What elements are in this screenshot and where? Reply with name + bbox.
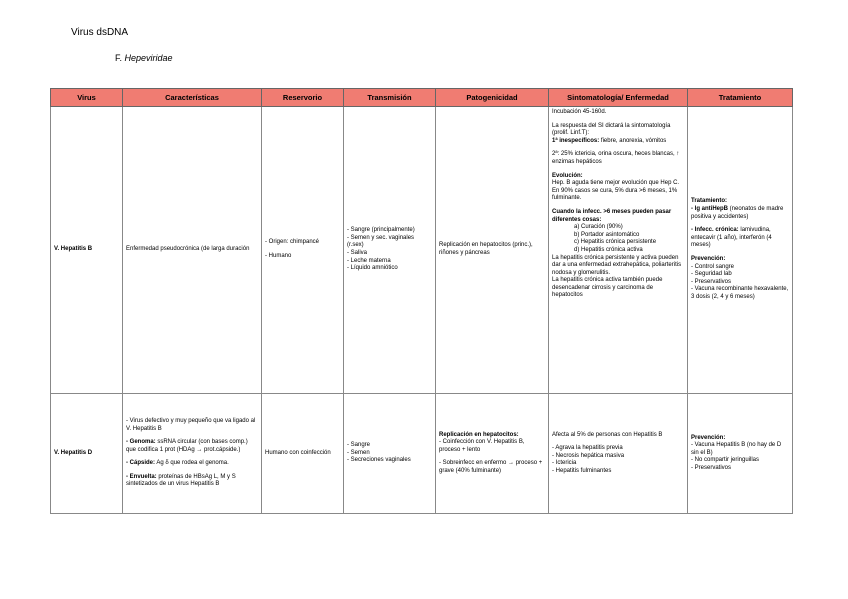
ig-note: (neonatos de madre positiva y accidentes) [691, 206, 784, 220]
prevencion-label: Prevención: [691, 434, 726, 441]
virus-table [50, 88, 793, 514]
tratamiento-cell [688, 394, 793, 514]
sintoma-item: - Hepatitis fulminantes [552, 467, 612, 474]
prevencion-item: - Seguridad lab [691, 271, 732, 278]
table-row-hepatitis-d [51, 394, 793, 514]
capside-text [126, 460, 258, 468]
transmision-line: - Semen [347, 449, 370, 456]
tratamiento-label: Tratamiento: [691, 198, 728, 205]
transmision-line: - Leche materna [347, 257, 391, 264]
prevencion-item: - No compartir jeringuillas [691, 457, 760, 464]
fase1-label: 1ª inespecíficos: [552, 137, 600, 144]
sintoma-item: - Ictericia [552, 460, 577, 467]
prevencion-item: - Vacuna Hepatitis B (no hay de D sin el B) [691, 442, 782, 456]
section-heading [115, 53, 173, 63]
patogenicidad-cell [436, 394, 549, 514]
transmision-line: - Sangre (principalmente) [347, 227, 415, 234]
persistente-text: La hepatitis crónica persistente y activa pueden dar a una enfermedad extrahepática, poliarteritis nodosa y glomerulitis. [552, 254, 682, 276]
patogenicidad-cell: Replicación en hepatocitos (princ.), riñones y páncreas [436, 107, 549, 394]
prevencion-item: - Control sangre [691, 263, 735, 270]
sintoma-item: - Necrosis hepática masiva [552, 452, 625, 459]
capside-body: Ag δ que rodea el genoma. [156, 460, 229, 467]
cronica-label: Cuando la infecc. >6 meses pueden pasar diferentes cosas: [552, 208, 672, 223]
capside-label: - Cápside: [126, 460, 156, 467]
outcome-item: c) Hepatitis crónica persistente [574, 239, 657, 246]
fase1-body: fiebre, anorexia, vómitos [600, 137, 667, 144]
transmision-cell [344, 107, 436, 394]
genoma-text [126, 439, 258, 454]
virus-name-cell: V. Hepatitis D [51, 394, 123, 514]
caracteristicas-cell [123, 394, 262, 514]
fase1-text [552, 138, 684, 146]
document-title: Virus dsDNA [71, 27, 129, 38]
reservorio-line: - Humano [265, 253, 292, 259]
caracteristicas-cell: Enfermedad pseudocrónica (de larga duración [123, 107, 262, 394]
transmision-line: - Líquido amniótico [347, 265, 398, 272]
header-row [51, 89, 793, 107]
outcome-item: a) Curación (90%) [574, 224, 623, 231]
fase2-text: 2ª: 25% ictericia, orina oscura, heces blancas, ↑ enzimas hepáticos [552, 151, 680, 165]
patogenicidad-label: Replicación en hepatocitos: [439, 431, 519, 438]
outcome-item: b) Portador asintomático [574, 231, 640, 238]
cronica-tratamiento-label: - Infecc. crónica: [691, 227, 739, 234]
sintomatologia-cell [549, 394, 688, 514]
genoma-body: ssRNA circular (con bases comp.) que codifica 1 prot (HDAg → prot.cápside.) [126, 439, 248, 453]
header-reservorio: Reservorio [262, 89, 344, 107]
ig-label: - Ig antiHepB [691, 206, 728, 213]
virus-name-cell: V. Hepatitis B [51, 107, 123, 394]
reservorio-cell [262, 107, 344, 394]
header-caracteristicas: Características [123, 89, 262, 107]
prevencion-item: - Preservativos [691, 464, 732, 471]
tratamiento-cell [688, 107, 793, 394]
prevencion-item: - Vacuna recombinante hexavalente, 3 dosis (2, 4 y 6 meses) [691, 286, 789, 300]
genoma-label: - Genoma: [126, 439, 156, 446]
cronica-tratamiento-text [691, 227, 789, 250]
section-letter: F. [115, 53, 123, 63]
reservorio-line: - Origen: chimpancé [265, 239, 320, 246]
afecta-text: Afecta al 5% de personas con Hepatitis B [552, 431, 663, 438]
evolucion-label: Evolución: [552, 172, 583, 179]
ig-text [691, 206, 789, 221]
respuesta-text: La respuesta del SI dictará la sintomatología (prolif. Linf.T): [552, 122, 671, 137]
transmision-line: - Saliva [347, 250, 368, 256]
prevencion-label: Prevención: [691, 256, 726, 262]
transmision-line: - Sangre [347, 442, 371, 449]
outcome-item: d) Hepatitis crónica activa [574, 246, 643, 253]
envuelta-body: proteínas de HBsAg L, M y S sintetizados de un virus Hepatitis B [126, 473, 236, 488]
table-row-hepatitis-b [51, 107, 793, 394]
evolucion-text: Hep. B aguda tiene mejor evolución que Hep C. En 90% casos se cura, 5% dura >6 meses, 1% fulminante. [552, 180, 680, 202]
header-tratamiento: Tratamiento [688, 89, 793, 107]
envuelta-text [126, 474, 258, 489]
header-patogenicidad: Patogenicidad [436, 89, 549, 107]
header-sintomatologia: Sintomatología/ Enfermedad [549, 89, 688, 107]
patogenicidad-line: - Coinfección con V. Hepatitis B, proceso + lento [439, 439, 525, 453]
transmision-cell [344, 394, 436, 514]
header-transmision: Transmisión [344, 89, 436, 107]
sintomatologia-cell [549, 107, 688, 394]
cronica-tratamiento-body: lamivudina, entecavir (1 año), interferón (4 meses) [691, 227, 772, 249]
incubacion-text: Incubación 45-160d. [552, 109, 607, 115]
envuelta-label: - Envuelta: [126, 473, 157, 480]
caracteristicas-line: - Virus defectivo y muy pequeño que va ligado al V. Hepatitis B [126, 417, 256, 432]
activa-text: La hepatitis crónica activa también puede desencadenar cirrosis y carcinoma de hepatocitos [552, 277, 663, 299]
header-virus: Virus [51, 89, 123, 107]
prevencion-item: - Preservativos [691, 278, 732, 285]
patogenicidad-line: - Sobreinfecc en enfermo → proceso + grave (40% fulminante) [439, 460, 543, 474]
transmision-line: - Semen y sec. vaginales (r.sex) [347, 234, 415, 249]
family-name: Hepeviridae [124, 53, 173, 63]
transmision-line: - Secreciones vaginales [347, 457, 411, 464]
sintoma-item: - Agrava la hepatitis previa [552, 445, 623, 452]
reservorio-cell: Humano con coinfección [262, 394, 344, 514]
